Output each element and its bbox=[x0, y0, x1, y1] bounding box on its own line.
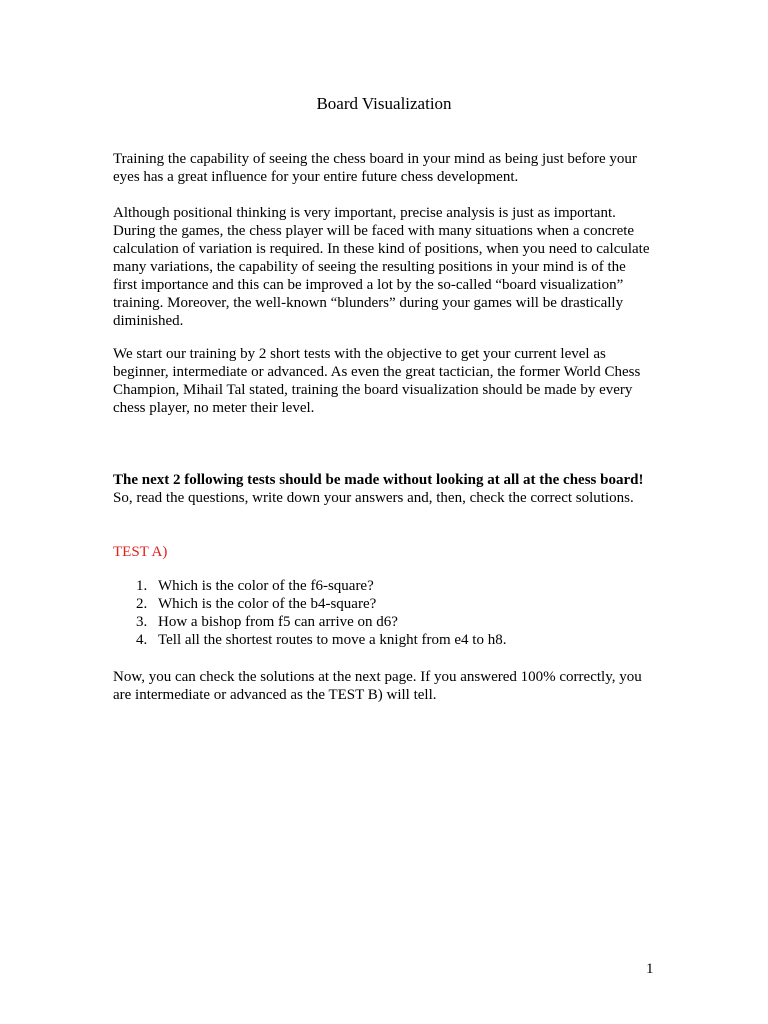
page-number: 1 bbox=[646, 961, 654, 977]
text-line: are intermediate or advanced as the TEST B) will tell. bbox=[113, 687, 437, 703]
text-line: many variations, the capability of seeing the resulting positions in your mind is of the bbox=[113, 259, 626, 275]
text-line: During the games, the chess player will be faced with many situations when a concrete bbox=[113, 223, 635, 239]
question-text: Which is the color of the f6-square? bbox=[158, 578, 374, 594]
question-text: Tell all the shortest routes to move a knight from e4 to h8. bbox=[158, 632, 507, 648]
question-text: Which is the color of the b4-square? bbox=[158, 596, 377, 612]
text-line: Champion, Mihail Tal stated, training the board visualization should be made by every bbox=[113, 382, 633, 398]
question-number: 3. bbox=[136, 614, 148, 630]
text-line: eyes has a great influence for your entire future chess development. bbox=[113, 169, 519, 185]
text-line: Although positional thinking is very important, precise analysis is just as important. bbox=[113, 205, 616, 221]
intro-paragraph bbox=[113, 150, 658, 186]
test-a-heading: TEST A) bbox=[113, 544, 168, 560]
text-line: calculation of variation is required. In these kind of positions, when you need to calculate bbox=[113, 241, 650, 257]
text-line: diminished. bbox=[113, 313, 184, 329]
page-title: Board Visualization bbox=[316, 94, 452, 113]
text-line: first importance and this can be improved a lot by the so-called “board visualization” bbox=[113, 277, 624, 293]
question-number: 1. bbox=[136, 578, 148, 594]
question-item bbox=[136, 613, 656, 631]
question-number: 4. bbox=[136, 632, 148, 648]
training-paragraph bbox=[113, 345, 658, 417]
text-line: training. Moreover, the well-known “blunders” during your games will be drastically bbox=[113, 295, 624, 311]
instruction-line: So, read the questions, write down your answers and, then, check the correct solutions. bbox=[113, 490, 634, 506]
instruction-block bbox=[113, 471, 658, 507]
instruction-bold-line: The next 2 following tests should be made without looking at all at the chess board! bbox=[113, 472, 644, 488]
text-line: We start our training by 2 short tests with the objective to get your current level as bbox=[113, 346, 606, 362]
question-text: How a bishop from f5 can arrive on d6? bbox=[158, 614, 398, 630]
question-item bbox=[136, 631, 656, 649]
text-line: Training the capability of seeing the chess board in your mind as being just before your bbox=[113, 151, 637, 167]
analysis-paragraph bbox=[113, 204, 658, 330]
question-list bbox=[136, 577, 656, 649]
question-item bbox=[136, 577, 656, 595]
text-line: Now, you can check the solutions at the next page. If you answered 100% correctly, you bbox=[113, 669, 642, 685]
question-item bbox=[136, 595, 656, 613]
text-line: chess player, no meter their level. bbox=[113, 400, 315, 416]
closing-paragraph bbox=[113, 668, 658, 704]
text-line: beginner, intermediate or advanced. As even the great tactician, the former World Chess bbox=[113, 364, 641, 380]
question-number: 2. bbox=[136, 596, 148, 612]
